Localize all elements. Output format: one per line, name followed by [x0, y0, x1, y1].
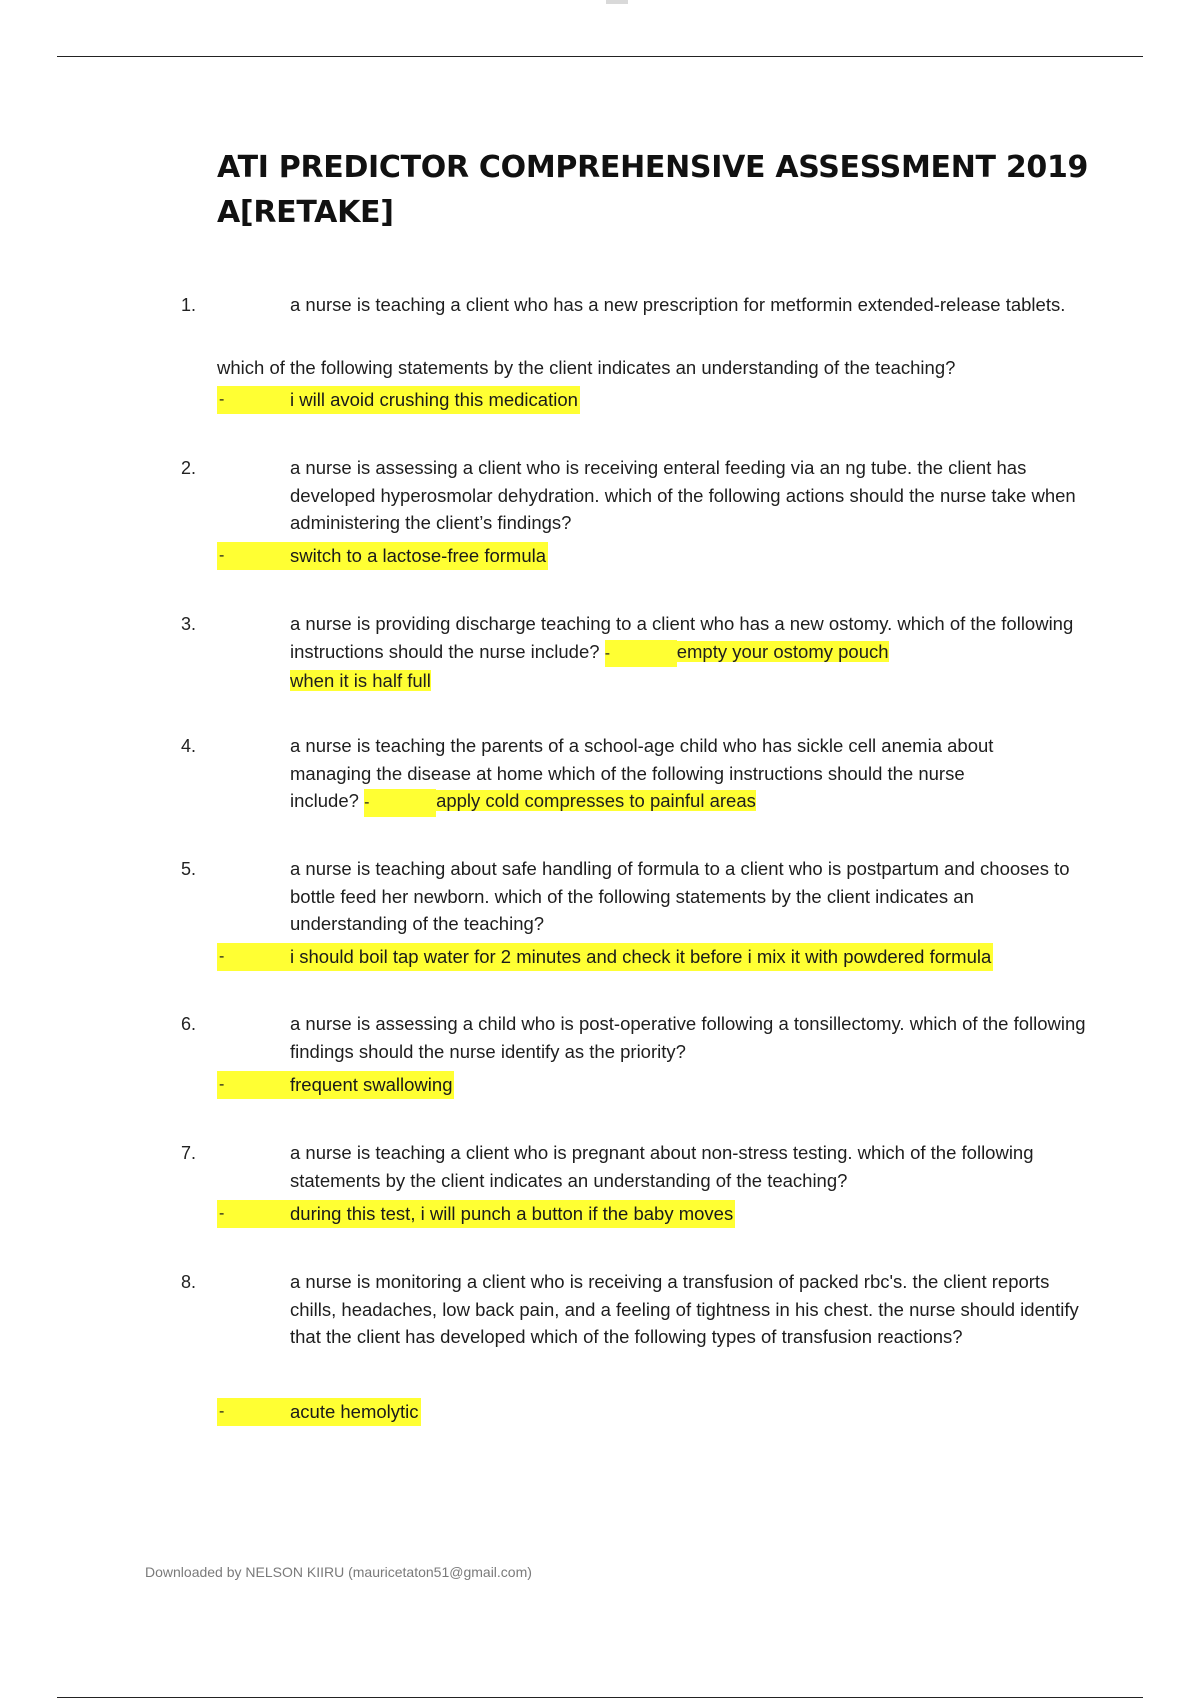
question-number: 7.: [181, 1143, 197, 1163]
answer-text: acute hemolytic: [290, 1398, 421, 1426]
question-text: [290, 610, 1090, 695]
answer-text: i should boil tap water for 2 minutes and check it before i mix it with powdered formula: [290, 943, 993, 971]
question-text: a nurse is assessing a child who is post-operative following a tonsillectomy. which of the following findings should the nurse identify as the priority?: [290, 1013, 1086, 1062]
question-text-body: a nurse is providing discharge teaching to a client who has a new ostomy. which of the following instructions should the nurse include?: [290, 613, 1074, 662]
answer-dash: -: [364, 789, 436, 817]
question-text: a nurse is monitoring a client who is receiving a transfusion of packed rbc's. the client reports chills, headaches, low back pain, and a feeling of tightness in his chest. the nurse should identify that the client has developed which of the following types of transfusion reactions?: [290, 1271, 1079, 1347]
question-text-line: managing the disease at home which of the following instructions should the nurse: [290, 762, 965, 784]
question-text: a nurse is teaching a client who has a new prescription for metformin extended-release tablets.: [290, 294, 1066, 315]
answer-dash: -: [605, 640, 677, 668]
download-footer: Downloaded by NELSON KIIRU (mauricetaton51@gmail.com): [145, 1564, 532, 1580]
answer-dash: -: [217, 1071, 290, 1099]
answer-text-continued: when it is half full: [290, 670, 431, 691]
answer-dash: -: [217, 386, 290, 414]
question-text: a nurse is assessing a client who is receiving enteral feeding via an ng tube. the client has developed hyperosmolar dehydration. which of the following actions should the nurse take when administering the client’s findings?: [290, 457, 1076, 533]
answer-text: switch to a lactose-free formula: [290, 542, 548, 570]
footer-rule: [57, 1697, 1143, 1698]
answer-text: empty your ostomy pouch: [676, 640, 889, 662]
question-text: [290, 732, 1090, 817]
answer-dash: -: [217, 943, 290, 971]
question-text-line: a nurse is teaching the parents of a school-age child who has sickle cell anemia about: [290, 735, 994, 756]
answer-dash: -: [217, 1200, 290, 1228]
question-text: a nurse is teaching a client who is pregnant about non-stress testing. which of the following statements by the client indicates an understanding of the teaching?: [290, 1142, 1034, 1191]
page-top-tab: [606, 0, 628, 4]
answer-dash: -: [217, 1398, 290, 1426]
question-number: 5.: [181, 859, 197, 879]
answer-text: during this test, i will punch a button if the baby moves: [290, 1200, 735, 1228]
answer-dash: -: [217, 542, 290, 570]
header-rule: [57, 56, 1143, 57]
question-number: 8.: [181, 1272, 197, 1292]
answer-text: frequent swallowing: [290, 1071, 454, 1099]
question-number: 3.: [181, 614, 197, 634]
question-text: a nurse is teaching about safe handling of formula to a client who is postpartum and chooses to bottle feed her newborn. which of the following statements by the client indicates an understanding of the teaching?: [290, 858, 1070, 934]
question-number: 4.: [181, 736, 197, 756]
answer-text: i will avoid crushing this medication: [290, 386, 580, 414]
question-number: 6.: [181, 1014, 197, 1034]
answer-text: apply cold compresses to painful areas: [436, 790, 756, 811]
question-number: 1.: [181, 295, 197, 315]
document-title: ATI PREDICTOR COMPREHENSIVE ASSESSMENT 2019 A[RETAKE]: [217, 150, 1089, 230]
question-subtext: which of the following statements by the client indicates an understanding of the teaching?: [217, 357, 956, 378]
question-text-line: include?: [290, 790, 359, 811]
question-number: 2.: [181, 458, 197, 478]
